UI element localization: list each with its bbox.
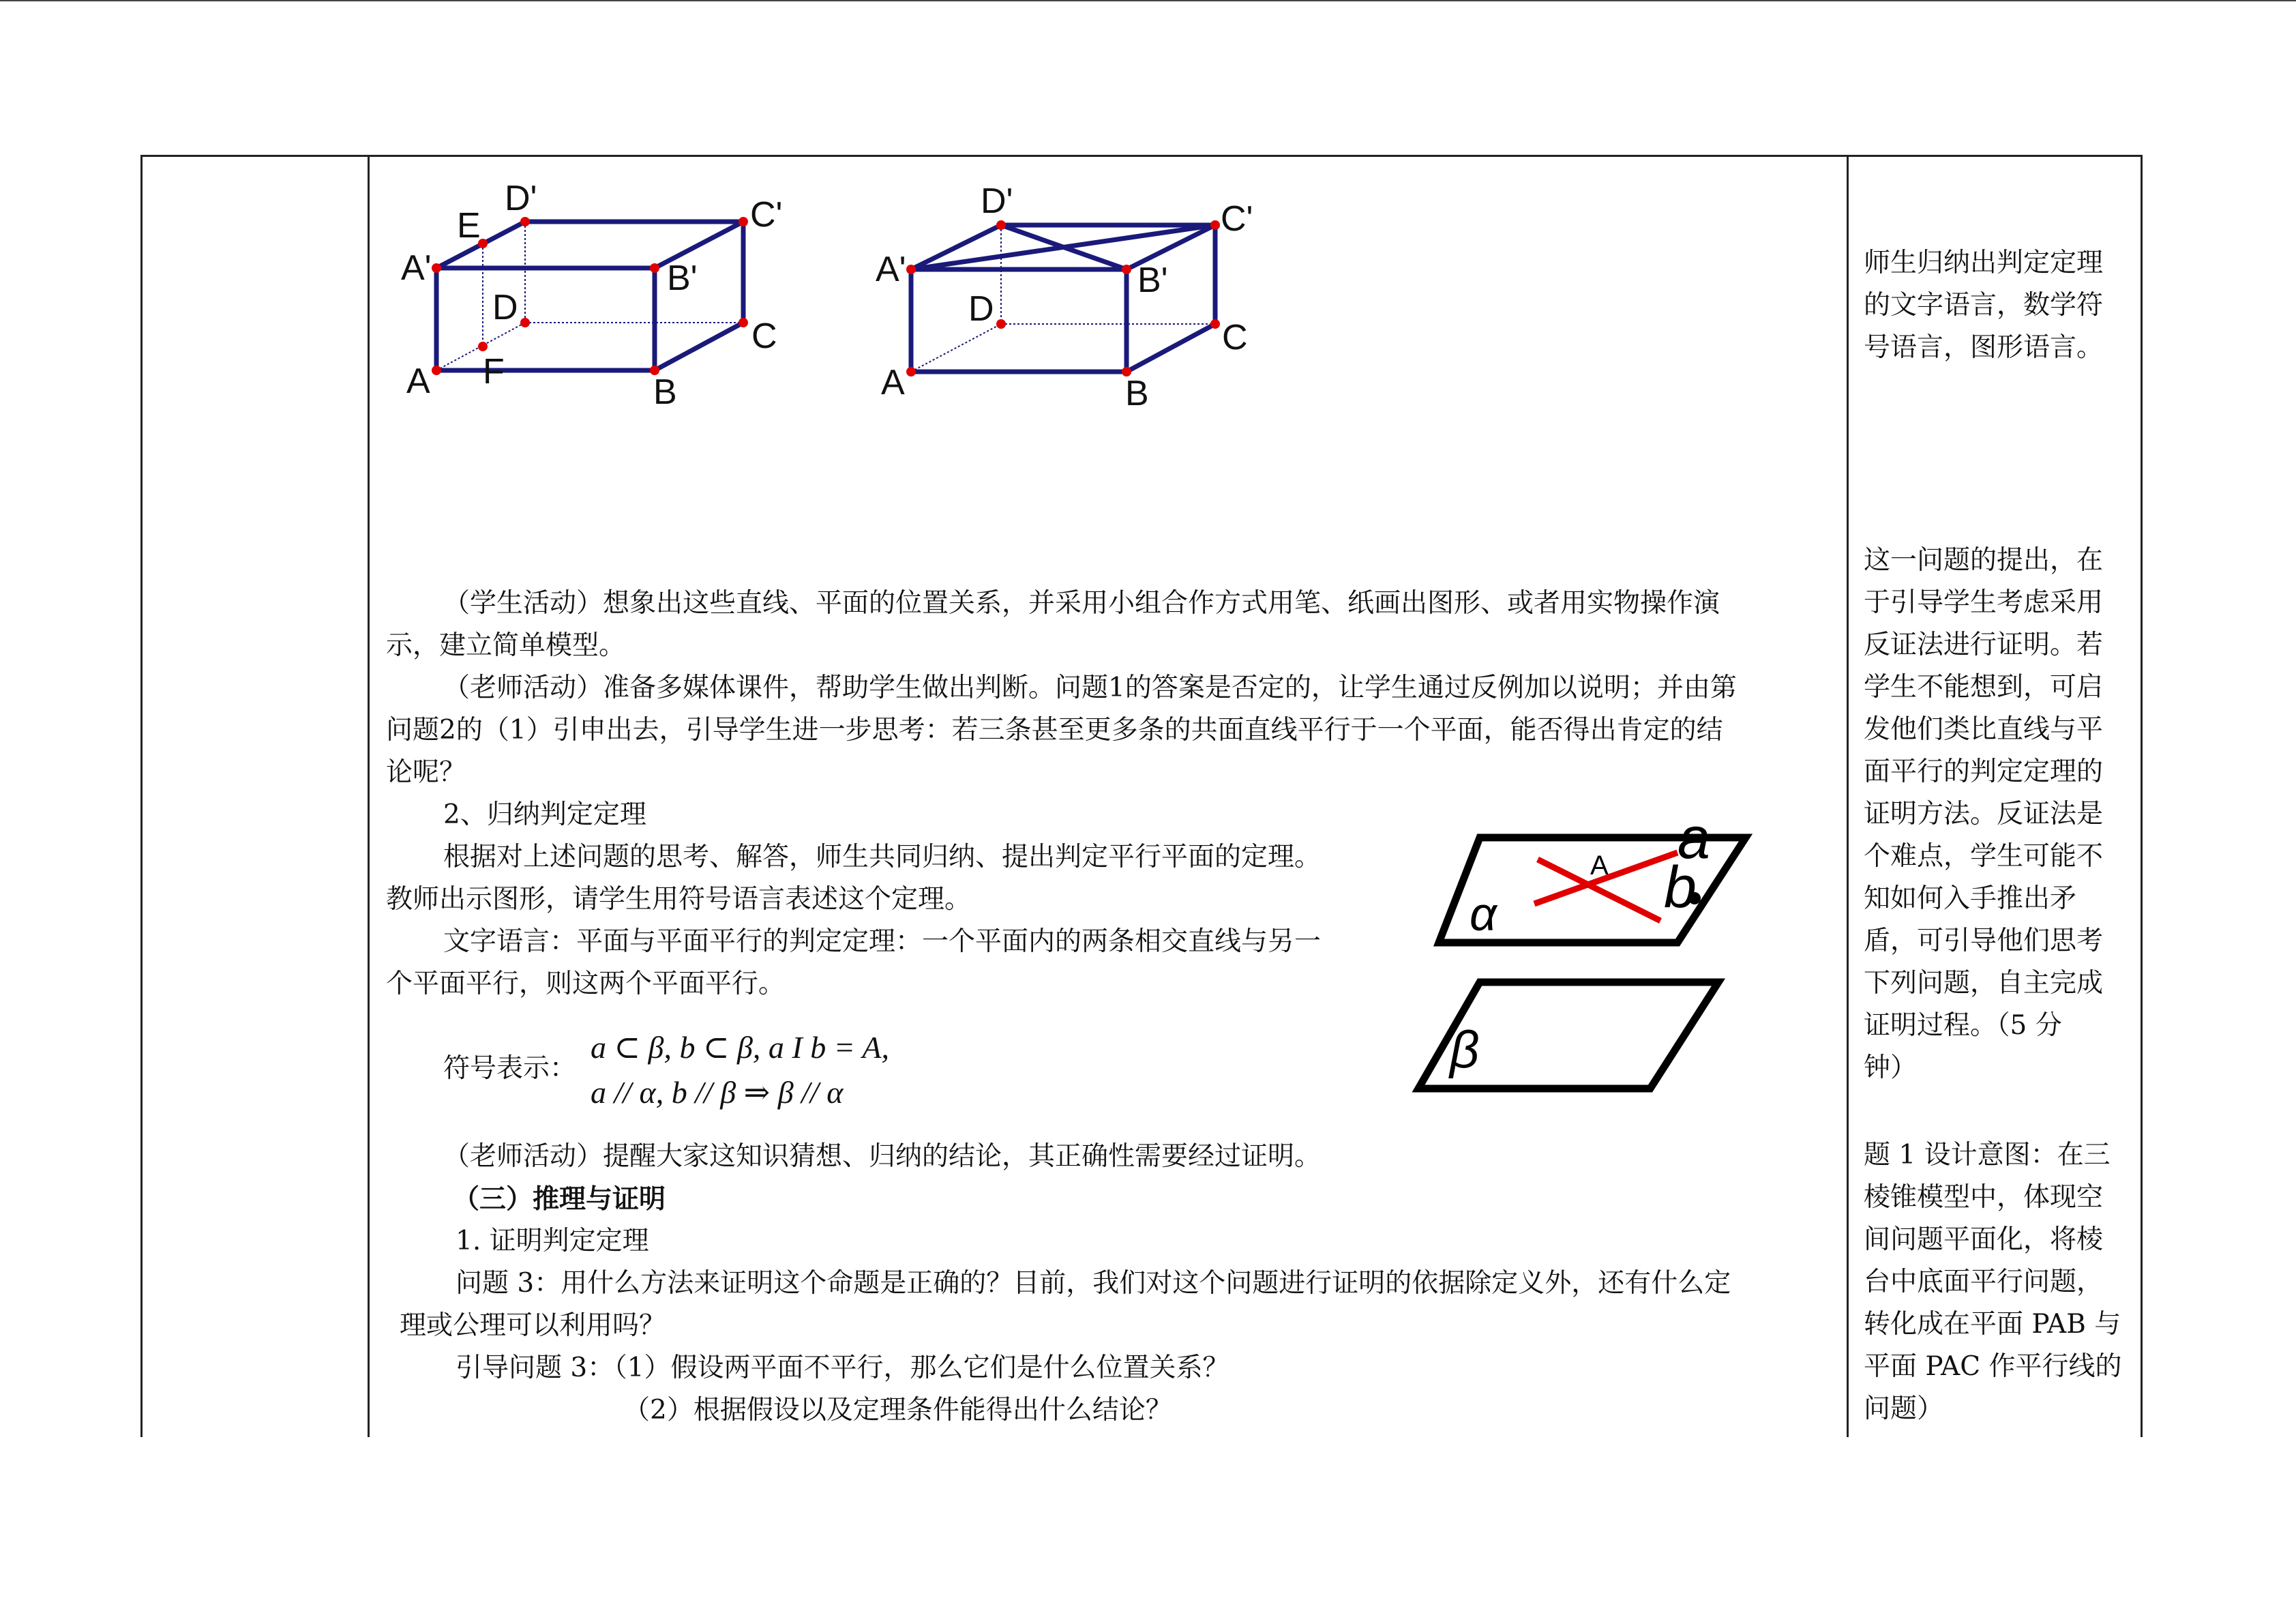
paragraph-student-activity-cont: 示，建立简单模型。 (386, 630, 626, 661)
paragraph-question3: 问题 3：用什么方法来证明这个命题是正确的？目前，我们对这个问题进行证明的依据除定义外，还有什么定 (456, 1268, 1731, 1299)
label-D: D (968, 289, 994, 329)
side-note-line: 号语言，图形语言。 (1864, 332, 2104, 363)
side-note-line: 棱锥模型中，体现空 (1864, 1182, 2104, 1213)
label-point-A: A (1590, 851, 1609, 881)
heading-prove-theorem: 1. 证明判定定理 (456, 1226, 649, 1256)
heading-induce-theorem: 2、归纳判定定理 (443, 799, 646, 830)
side-note-line: 钟） (1864, 1052, 1918, 1083)
paragraph-guide-question1: 引导问题 3：（1）假设两平面不平行，那么它们是什么位置关系？ (456, 1353, 1229, 1383)
side-note-line: 个难点，学生可能不 (1864, 841, 2104, 872)
symbol-formula-line2: a // α, b // β ⇒ β // α (591, 1075, 844, 1110)
label-B: B (653, 372, 677, 412)
paragraph-question3-cont: 理或公理可以利用吗？ (400, 1310, 666, 1341)
paragraph-induce: 根据对上述问题的思考、解答，师生共同归纳、提出判定平行平面的定理。 (443, 842, 1322, 872)
label-B: B (1125, 374, 1149, 413)
column-divider-1 (368, 155, 370, 1437)
label-C-prime: C' (1221, 199, 1253, 239)
side-note-line: 盾，可引导他们思考 (1864, 926, 2104, 956)
paragraph-guide-question2: （2）根据假设以及定理条件能得出什么结论？ (623, 1395, 1172, 1426)
side-note-line: 间问题平面化，将棱 (1864, 1224, 2104, 1255)
section-reasoning-proof: （三）推理与证明 (453, 1183, 666, 1215)
label-B-prime: B' (1137, 261, 1168, 300)
side-note-line: 证明方法。反证法是 (1864, 799, 2104, 829)
paragraph-teacher-activity-cont1: 问题2的（1）引申出去，引导学生进一步思考：若三条甚至更多条的共面直线平行于一个平面，能否得出肯定的结 (386, 715, 1723, 745)
side-note-line: 问题） (1864, 1393, 1944, 1424)
side-note-line: 下列问题，自主完成 (1864, 968, 2104, 999)
paragraph-word-language: 文字语言：平面与平面平行的判定定理：一个平面内的两条相交直线与另一 (443, 926, 1322, 957)
side-note-line: 题 1 设计意图：在三 (1864, 1140, 2111, 1170)
paragraph-teacher-figure: 教师出示图形，请学生用符号语言表述这个定理。 (386, 884, 972, 915)
label-A-prime: A' (401, 248, 432, 288)
label-F: F (483, 352, 505, 392)
label-C: C (751, 316, 777, 356)
label-plane-beta: β (1450, 1021, 1480, 1079)
label-C: C (1222, 318, 1248, 357)
page-top-rule (0, 0, 2296, 1)
side-note-line: 学生不能想到，可启 (1864, 672, 2104, 703)
label-D: D (492, 288, 518, 327)
paragraph-student-activity: （学生活动）想象出这些直线、平面的位置关系，并采用小组合作方式用笔、纸画出图形、或者用实物操作演 (443, 588, 1720, 619)
paragraph-teacher-remind: （老师活动）提醒大家这知识猜想、归纳的结论，其正确性需要经过证明。 (443, 1141, 1322, 1172)
label-A-prime: A' (876, 250, 906, 289)
side-note-line: 台中底面平行问题， (1864, 1267, 2104, 1297)
side-note-line: 平面 PAC 作平行线的 (1864, 1351, 2122, 1382)
column-divider-2 (1847, 155, 1849, 1437)
side-note-line: 发他们类比直线与平 (1864, 714, 2104, 745)
cuboid-diagram-middle (866, 171, 1289, 423)
parallel-planes-diagram (1405, 818, 1759, 1105)
label-line-b: b (1664, 855, 1697, 920)
label-A: A (881, 363, 905, 402)
paragraph-word-language-cont: 个平面平行，则这两个平面平行。 (386, 969, 786, 999)
label-plane-alpha: α (1470, 887, 1497, 941)
side-note-line: 转化成在平面 PAB 与 (1864, 1309, 2121, 1340)
paragraph-teacher-activity-cont2: 论呢？ (386, 757, 466, 788)
cuboid-diagram-left (382, 171, 805, 423)
side-note-line: 的文字语言，数学符 (1864, 290, 2104, 321)
side-note-line: 这一问题的提出，在 (1864, 545, 2104, 576)
label-D-prime: D' (981, 181, 1013, 221)
symbol-formula-line1: a ⊂ β, b ⊂ β, a I b = A, (591, 1030, 890, 1065)
side-note-line: 反证法进行证明。若 (1864, 630, 2104, 660)
side-note-line: 师生归纳出判定定理 (1864, 248, 2104, 278)
side-note-line: 面平行的判定定理的 (1864, 756, 2104, 787)
side-note-line: 证明过程。（5 分 (1864, 1010, 2062, 1041)
label-A: A (406, 361, 430, 401)
label-D-prime: D' (505, 179, 537, 218)
symbol-label: 符号表示： (443, 1053, 577, 1084)
side-note-line: 于引导学生考虑采用 (1864, 587, 2104, 618)
paragraph-teacher-activity: （老师活动）准备多媒体课件，帮助学生做出判断。问题1的答案是否定的，让学生通过反例加以说明；并由第 (443, 673, 1737, 703)
side-note-line: 知如何入手推出矛 (1864, 883, 2077, 914)
label-C-prime: C' (750, 195, 783, 235)
label-line-a: a (1678, 818, 1710, 871)
label-E: E (457, 206, 481, 246)
label-B-prime: B' (667, 259, 698, 298)
